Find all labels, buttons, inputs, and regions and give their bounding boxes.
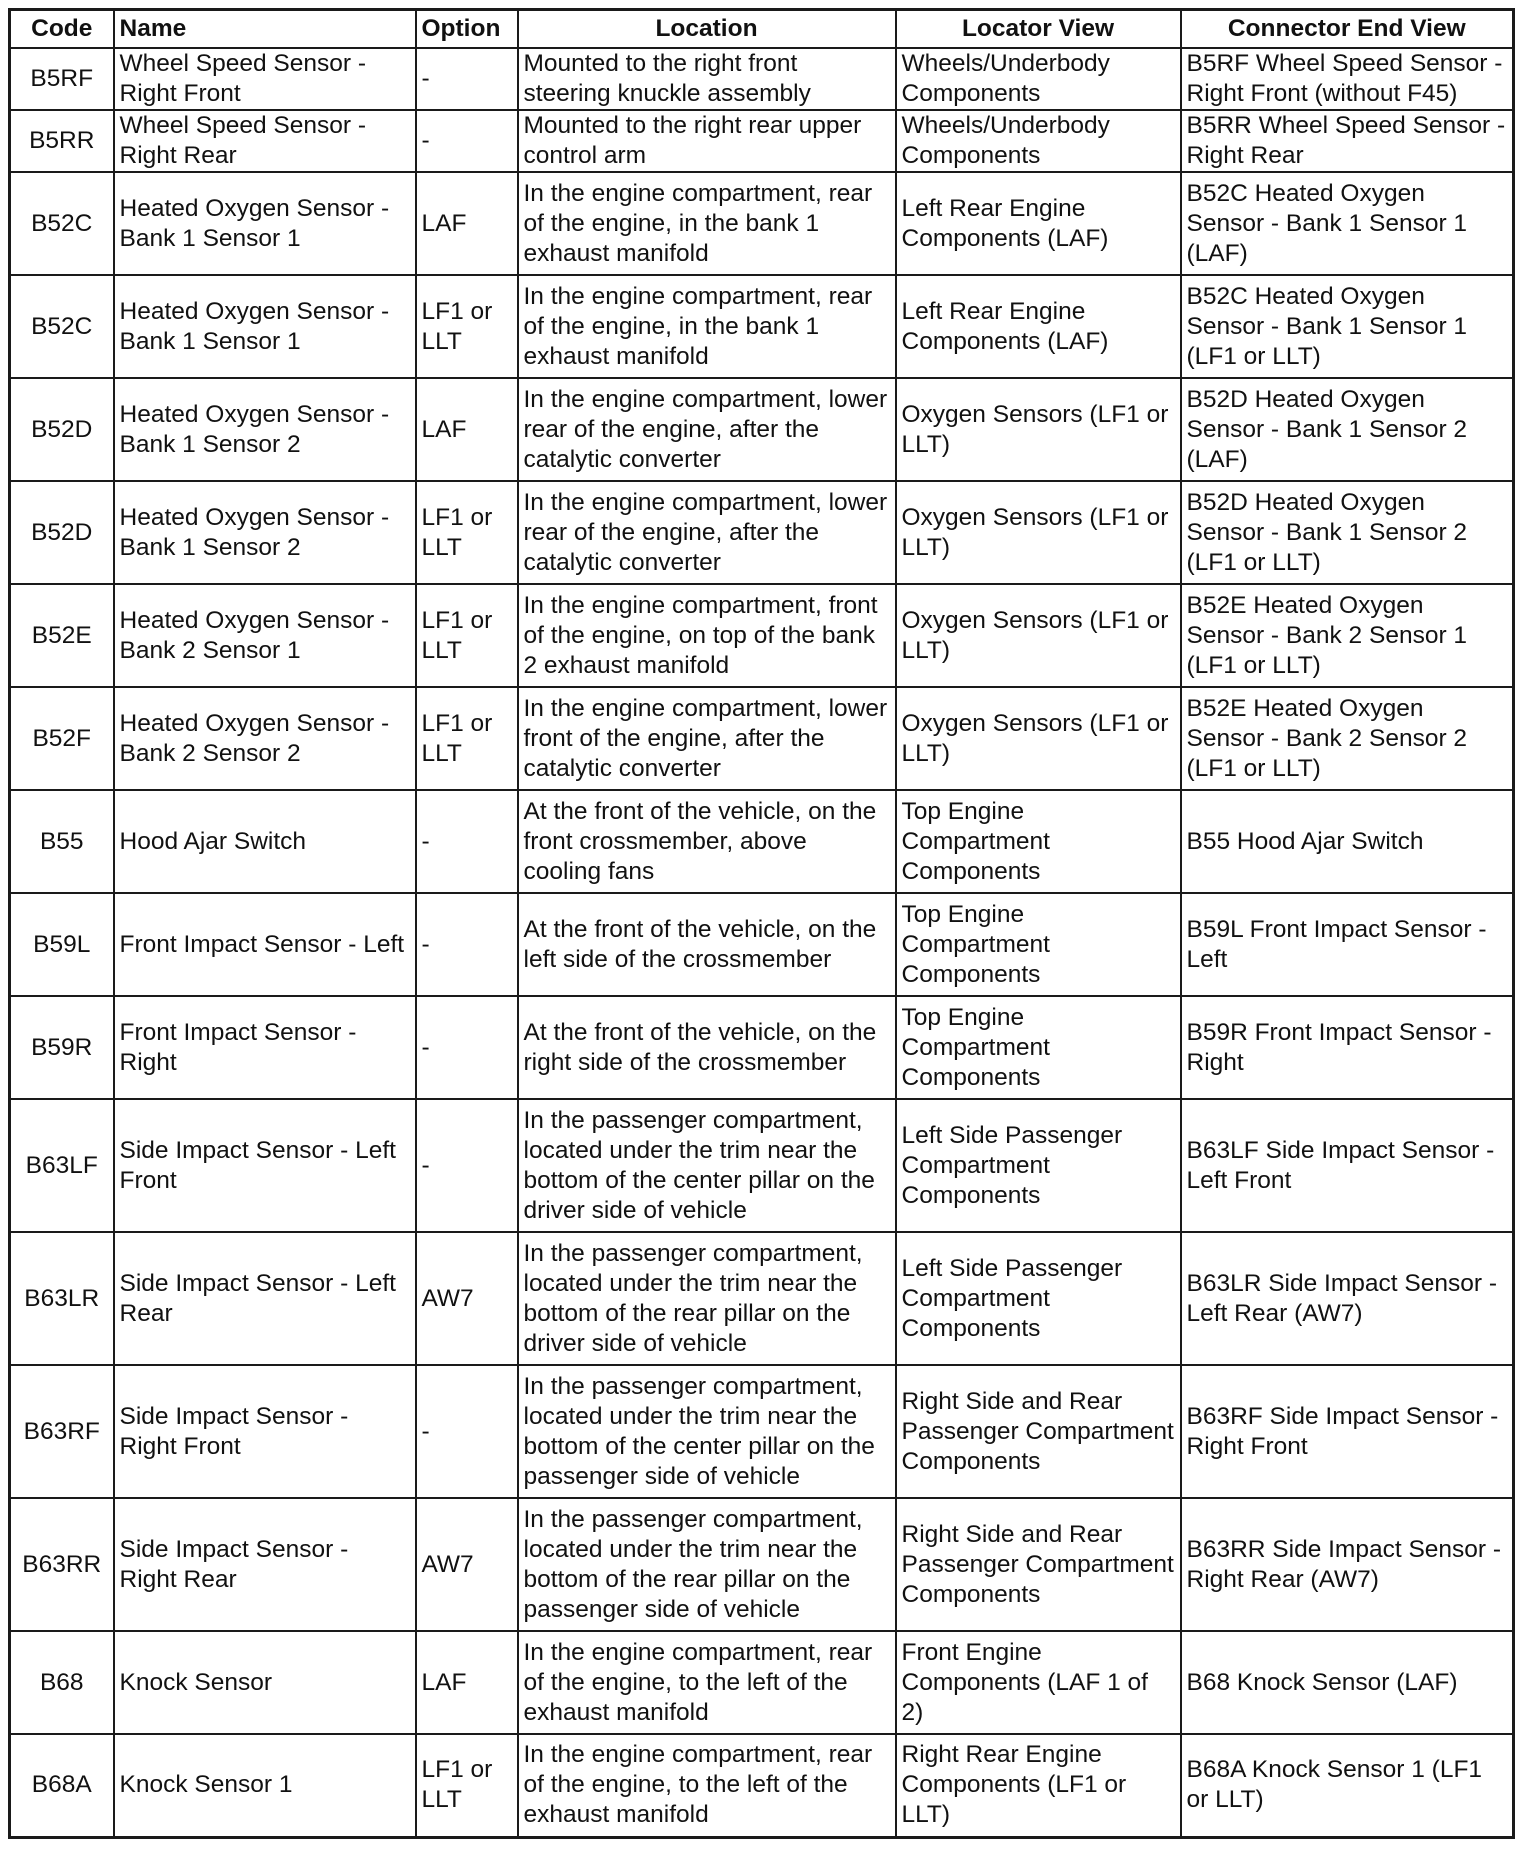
cell-name: Heated Oxygen Sensor - Bank 2 Sensor 2	[114, 687, 416, 790]
cell-connector-end-view: B52C Heated Oxygen Sensor - Bank 1 Sensor 1 (LAF)	[1181, 172, 1514, 275]
table-row	[10, 1631, 1514, 1734]
table-row	[10, 1498, 1514, 1631]
table-body	[10, 48, 1514, 1837]
header-location: Location	[518, 10, 896, 49]
cell-option: -	[416, 996, 518, 1099]
cell-locator-view: Top Engine Compartment Components	[896, 790, 1181, 893]
cell-code: B52D	[10, 378, 114, 481]
cell-name: Side Impact Sensor - Right Front	[114, 1365, 416, 1498]
table-row	[10, 893, 1514, 996]
cell-locator-view: Right Rear Engine Components (LF1 or LLT)	[896, 1734, 1181, 1837]
cell-connector-end-view: B52D Heated Oxygen Sensor - Bank 1 Sensor 2 (LAF)	[1181, 378, 1514, 481]
cell-code: B52C	[10, 275, 114, 378]
cell-code: B59L	[10, 893, 114, 996]
header-option: Option	[416, 10, 518, 49]
cell-locator-view: Left Side Passenger Compartment Components	[896, 1099, 1181, 1232]
cell-name: Front Impact Sensor - Right	[114, 996, 416, 1099]
table-row	[10, 1734, 1514, 1837]
cell-code: B5RR	[10, 110, 114, 172]
header-row	[10, 10, 1514, 49]
header-locator-view: Locator View	[896, 10, 1181, 49]
cell-location: At the front of the vehicle, on the front crossmember, above cooling fans	[518, 790, 896, 893]
cell-connector-end-view: B59R Front Impact Sensor - Right	[1181, 996, 1514, 1099]
cell-option: LAF	[416, 172, 518, 275]
cell-location: In the engine compartment, rear of the engine, in the bank 1 exhaust manifold	[518, 275, 896, 378]
cell-locator-view: Left Rear Engine Components (LAF)	[896, 275, 1181, 378]
cell-location: In the engine compartment, lower front of the engine, after the catalytic converter	[518, 687, 896, 790]
cell-option: -	[416, 110, 518, 172]
cell-name: Hood Ajar Switch	[114, 790, 416, 893]
cell-connector-end-view: B63LF Side Impact Sensor - Left Front	[1181, 1099, 1514, 1232]
cell-locator-view: Oxygen Sensors (LF1 or LLT)	[896, 481, 1181, 584]
cell-location: In the engine compartment, rear of the engine, to the left of the exhaust manifold	[518, 1734, 896, 1837]
cell-option: LAF	[416, 1631, 518, 1734]
table-row	[10, 1099, 1514, 1232]
cell-name: Heated Oxygen Sensor - Bank 1 Sensor 1	[114, 275, 416, 378]
cell-name: Heated Oxygen Sensor - Bank 1 Sensor 2	[114, 378, 416, 481]
table-row	[10, 790, 1514, 893]
cell-locator-view: Wheels/Underbody Components	[896, 48, 1181, 110]
cell-location: In the engine compartment, lower rear of the engine, after the catalytic converter	[518, 481, 896, 584]
cell-location: At the front of the vehicle, on the left side of the crossmember	[518, 893, 896, 996]
cell-connector-end-view: B68 Knock Sensor (LAF)	[1181, 1631, 1514, 1734]
header-connector-end-view: Connector End View	[1181, 10, 1514, 49]
cell-name: Side Impact Sensor - Left Front	[114, 1099, 416, 1232]
cell-locator-view: Left Rear Engine Components (LAF)	[896, 172, 1181, 275]
cell-name: Side Impact Sensor - Right Rear	[114, 1498, 416, 1631]
cell-name: Heated Oxygen Sensor - Bank 1 Sensor 2	[114, 481, 416, 584]
component-locator-table	[8, 8, 1515, 1839]
cell-option: LF1 or LLT	[416, 481, 518, 584]
cell-location: In the engine compartment, lower rear of the engine, after the catalytic converter	[518, 378, 896, 481]
cell-connector-end-view: B55 Hood Ajar Switch	[1181, 790, 1514, 893]
cell-locator-view: Front Engine Components (LAF 1 of 2)	[896, 1631, 1181, 1734]
cell-location: In the engine compartment, rear of the engine, in the bank 1 exhaust manifold	[518, 172, 896, 275]
cell-connector-end-view: B68A Knock Sensor 1 (LF1 or LLT)	[1181, 1734, 1514, 1837]
table-row	[10, 481, 1514, 584]
cell-code: B63RF	[10, 1365, 114, 1498]
cell-code: B63LR	[10, 1232, 114, 1365]
header-code: Code	[10, 10, 114, 49]
header-name: Name	[114, 10, 416, 49]
cell-name: Knock Sensor 1	[114, 1734, 416, 1837]
table-row	[10, 1365, 1514, 1498]
cell-locator-view: Right Side and Rear Passenger Compartment Components	[896, 1365, 1181, 1498]
table-header	[10, 10, 1514, 49]
cell-connector-end-view: B63RR Side Impact Sensor - Right Rear (AW7)	[1181, 1498, 1514, 1631]
cell-location: In the passenger compartment, located under the trim near the bottom of the rear pillar on the driver side of vehicle	[518, 1232, 896, 1365]
cell-option: AW7	[416, 1498, 518, 1631]
table-row	[10, 996, 1514, 1099]
cell-location: In the passenger compartment, located under the trim near the bottom of the rear pillar on the passenger side of vehicle	[518, 1498, 896, 1631]
cell-name: Side Impact Sensor - Left Rear	[114, 1232, 416, 1365]
table-row	[10, 275, 1514, 378]
table-row	[10, 172, 1514, 275]
cell-name: Front Impact Sensor - Left	[114, 893, 416, 996]
cell-code: B59R	[10, 996, 114, 1099]
cell-option: -	[416, 790, 518, 893]
cell-option: LF1 or LLT	[416, 584, 518, 687]
cell-option: LF1 or LLT	[416, 275, 518, 378]
cell-locator-view: Wheels/Underbody Components	[896, 110, 1181, 172]
cell-connector-end-view: B5RF Wheel Speed Sensor - Right Front (without F45)	[1181, 48, 1514, 110]
cell-name: Heated Oxygen Sensor - Bank 1 Sensor 1	[114, 172, 416, 275]
cell-location: Mounted to the right rear upper control arm	[518, 110, 896, 172]
table-row	[10, 687, 1514, 790]
cell-code: B52D	[10, 481, 114, 584]
cell-locator-view: Oxygen Sensors (LF1 or LLT)	[896, 378, 1181, 481]
cell-option: -	[416, 48, 518, 110]
cell-code: B68A	[10, 1734, 114, 1837]
table-row	[10, 378, 1514, 481]
cell-location: In the engine compartment, front of the engine, on top of the bank 2 exhaust manifold	[518, 584, 896, 687]
cell-connector-end-view: B52C Heated Oxygen Sensor - Bank 1 Sensor 1 (LF1 or LLT)	[1181, 275, 1514, 378]
cell-connector-end-view: B63RF Side Impact Sensor - Right Front	[1181, 1365, 1514, 1498]
table-row	[10, 110, 1514, 172]
cell-option: LF1 or LLT	[416, 1734, 518, 1837]
cell-code: B52F	[10, 687, 114, 790]
cell-option: AW7	[416, 1232, 518, 1365]
cell-connector-end-view: B52E Heated Oxygen Sensor - Bank 2 Sensor 1 (LF1 or LLT)	[1181, 584, 1514, 687]
cell-name: Heated Oxygen Sensor - Bank 2 Sensor 1	[114, 584, 416, 687]
cell-code: B63RR	[10, 1498, 114, 1631]
cell-connector-end-view: B5RR Wheel Speed Sensor - Right Rear	[1181, 110, 1514, 172]
cell-code: B52C	[10, 172, 114, 275]
cell-location: In the engine compartment, rear of the engine, to the left of the exhaust manifold	[518, 1631, 896, 1734]
table-row	[10, 584, 1514, 687]
table-row	[10, 48, 1514, 110]
cell-code: B63LF	[10, 1099, 114, 1232]
table-row	[10, 1232, 1514, 1365]
cell-connector-end-view: B63LR Side Impact Sensor - Left Rear (AW7)	[1181, 1232, 1514, 1365]
cell-locator-view: Oxygen Sensors (LF1 or LLT)	[896, 584, 1181, 687]
cell-locator-view: Right Side and Rear Passenger Compartment Components	[896, 1498, 1181, 1631]
cell-name: Knock Sensor	[114, 1631, 416, 1734]
cell-name: Wheel Speed Sensor - Right Rear	[114, 110, 416, 172]
cell-locator-view: Top Engine Compartment Components	[896, 996, 1181, 1099]
cell-code: B52E	[10, 584, 114, 687]
cell-location: In the passenger compartment, located under the trim near the bottom of the center pillar on the passenger side of vehicle	[518, 1365, 896, 1498]
cell-option: -	[416, 1365, 518, 1498]
cell-connector-end-view: B59L Front Impact Sensor - Left	[1181, 893, 1514, 996]
cell-option: LAF	[416, 378, 518, 481]
cell-code: B5RF	[10, 48, 114, 110]
cell-option: -	[416, 1099, 518, 1232]
cell-option: LF1 or LLT	[416, 687, 518, 790]
cell-code: B68	[10, 1631, 114, 1734]
cell-location: At the front of the vehicle, on the right side of the crossmember	[518, 996, 896, 1099]
cell-location: Mounted to the right front steering knuckle assembly	[518, 48, 896, 110]
cell-name: Wheel Speed Sensor - Right Front	[114, 48, 416, 110]
cell-option: -	[416, 893, 518, 996]
cell-locator-view: Oxygen Sensors (LF1 or LLT)	[896, 687, 1181, 790]
cell-connector-end-view: B52E Heated Oxygen Sensor - Bank 2 Sensor 2 (LF1 or LLT)	[1181, 687, 1514, 790]
cell-locator-view: Top Engine Compartment Components	[896, 893, 1181, 996]
cell-location: In the passenger compartment, located under the trim near the bottom of the center pillar on the driver side of vehicle	[518, 1099, 896, 1232]
cell-code: B55	[10, 790, 114, 893]
cell-locator-view: Left Side Passenger Compartment Components	[896, 1232, 1181, 1365]
cell-connector-end-view: B52D Heated Oxygen Sensor - Bank 1 Sensor 2 (LF1 or LLT)	[1181, 481, 1514, 584]
